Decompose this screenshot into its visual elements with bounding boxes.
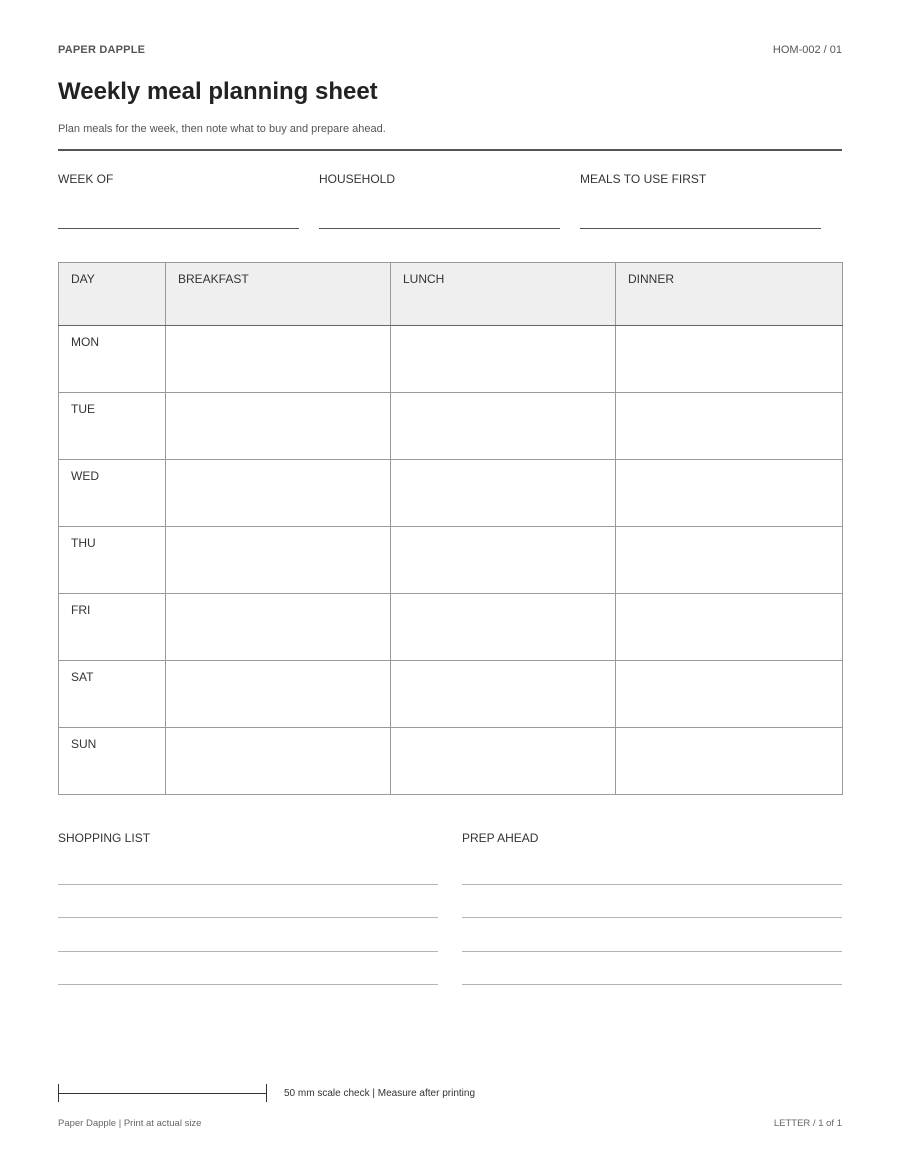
shopping-list-line[interactable]	[58, 884, 438, 885]
header-breakfast: BREAKFAST	[166, 263, 391, 326]
page-subtitle: Plan meals for the week, then note what to buy and prepare ahead.	[58, 123, 386, 135]
field-line-meals-to-use-first[interactable]	[580, 228, 821, 229]
breakfast-cell[interactable]	[166, 594, 391, 661]
table-row	[59, 393, 843, 460]
dinner-cell[interactable]	[616, 393, 843, 460]
shopping-list-line[interactable]	[58, 984, 438, 985]
lunch-cell[interactable]	[391, 326, 616, 393]
day-cell: MON	[59, 326, 166, 393]
breakfast-cell[interactable]	[166, 326, 391, 393]
shopping-list-title: SHOPPING LIST	[58, 831, 151, 845]
field-label-week-of: WEEK OF	[58, 172, 114, 186]
day-cell: SUN	[59, 728, 166, 795]
lunch-cell[interactable]	[391, 661, 616, 728]
day-cell: THU	[59, 527, 166, 594]
table-row	[59, 527, 843, 594]
field-meals-to-use-first[interactable]	[580, 172, 821, 230]
header-lunch: LUNCH	[391, 263, 616, 326]
dinner-cell[interactable]	[616, 326, 843, 393]
breakfast-cell[interactable]	[166, 661, 391, 728]
table-header-row	[59, 263, 843, 326]
lunch-cell[interactable]	[391, 594, 616, 661]
prep-ahead-line[interactable]	[462, 884, 842, 885]
dinner-cell[interactable]	[616, 460, 843, 527]
field-household[interactable]	[319, 172, 560, 230]
header-day: DAY	[59, 263, 166, 326]
prep-ahead-line[interactable]	[462, 951, 842, 952]
lunch-cell[interactable]	[391, 460, 616, 527]
dinner-cell[interactable]	[616, 661, 843, 728]
field-line-household[interactable]	[319, 228, 560, 229]
table-row	[59, 326, 843, 393]
footer-page-info: LETTER / 1 of 1	[773, 1118, 842, 1129]
breakfast-cell[interactable]	[166, 527, 391, 594]
table-row	[59, 460, 843, 527]
day-cell: TUE	[59, 393, 166, 460]
breakfast-cell[interactable]	[166, 460, 391, 527]
field-label-meals-to-use-first: MEALS TO USE FIRST	[580, 172, 707, 186]
scale-bar-line	[58, 1093, 266, 1094]
day-cell: FRI	[59, 594, 166, 661]
breakfast-cell[interactable]	[166, 728, 391, 795]
field-week-of[interactable]	[58, 172, 299, 230]
day-cell: SAT	[59, 661, 166, 728]
page-title: Weekly meal planning sheet	[58, 78, 378, 105]
table-row	[59, 594, 843, 661]
prep-ahead-line[interactable]	[462, 917, 842, 918]
breakfast-cell[interactable]	[166, 393, 391, 460]
document-id: HOM-002 / 01	[772, 44, 842, 56]
lunch-cell[interactable]	[391, 728, 616, 795]
scale-bar	[58, 1084, 268, 1102]
scale-bar-tick-left	[58, 1084, 59, 1102]
header-dinner: DINNER	[616, 263, 843, 326]
field-label-household: HOUSEHOLD	[319, 172, 396, 186]
table-row	[59, 661, 843, 728]
table-row	[59, 728, 843, 795]
prep-ahead-line[interactable]	[462, 984, 842, 985]
meal-plan-table	[58, 262, 843, 795]
lunch-cell[interactable]	[391, 527, 616, 594]
shopping-list-line[interactable]	[58, 951, 438, 952]
dinner-cell[interactable]	[616, 728, 843, 795]
shopping-list-line[interactable]	[58, 917, 438, 918]
dinner-cell[interactable]	[616, 527, 843, 594]
brand-name: PAPER DAPPLE	[58, 44, 146, 56]
header-divider	[58, 149, 842, 151]
field-line-week-of[interactable]	[58, 228, 299, 229]
footer-left: Paper Dapple | Print at actual size	[58, 1118, 202, 1129]
lunch-cell[interactable]	[391, 393, 616, 460]
dinner-cell[interactable]	[616, 594, 843, 661]
day-cell: WED	[59, 460, 166, 527]
scale-check-label: 50 mm scale check | Measure after printing	[284, 1088, 476, 1099]
prep-ahead-title: PREP AHEAD	[462, 831, 539, 845]
scale-bar-tick-right	[266, 1084, 267, 1102]
